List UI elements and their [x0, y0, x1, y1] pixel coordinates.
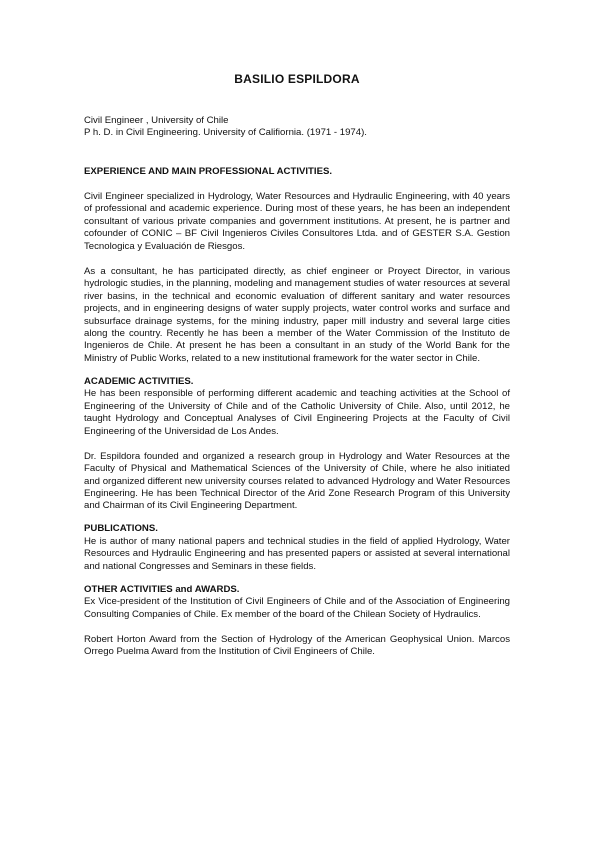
section-experience — [84, 166, 510, 365]
section-heading: EXPERIENCE AND MAIN PROFESSIONAL ACTIVITIES. — [84, 166, 333, 177]
degree-line: Civil Engineer , University of Chile — [84, 115, 229, 126]
section-academic — [84, 376, 510, 513]
section-publications — [84, 523, 510, 573]
section-other-activities — [84, 584, 510, 659]
paragraph: Robert Horton Award from the Section of Hydrology of the American Geophysical Union. Marcos Orrego Puelma Award from the Institution of Civil Engineers of Chile. — [84, 633, 510, 657]
section-heading: ACADEMIC ACTIVITIES. — [84, 375, 194, 387]
document-body — [84, 166, 510, 658]
paragraph: As a consultant, he has participated directly, as chief engineer or Proyect Director, in various hydrologic studies, in the planning, modeling and management studies of water resources at several river basins, in the technical and economic evaluation of different sanitary and water resources projects, and in engineering designs of water supply projects, water control works and surface and subsurface drainage systems, for the mining industry, paper mill industry and several large cities along the country. Recently he has been a member of the Water Commission of the Instituto de Ingenieros de Chile. At present he has been a consultant in an study of the World Bank for the Ministry of Public Works, related to a new institutional framework for the water sector in Chile. — [84, 265, 510, 364]
paragraph: Dr. Espildora founded and organized a research group in Hydrology and Water Resources at the Faculty of Physical and Mathematical Sciences of the University of Chile, where he also initiated and organized different new university courses related to advanced Hydrology and Water Resources Engineering. He has been Technical Director of the Arid Zone Research Program of this University and Chairman of its Civil Engineering Department. — [84, 450, 510, 512]
section-heading: PUBLICATIONS. — [84, 523, 158, 535]
document-title: BASILIO ESPILDORA — [234, 72, 360, 86]
paragraph: Civil Engineer specialized in Hydrology, Water Resources and Hydraulic Engineering, with 40 years of professional and academic experience. During most of these years, he has been an independent consultant of various private companies and government institutions. At present, he is partner and cofounder of CONIC – BF Civil Ingenieros Civiles Consultores Ltda. and of GESTER S.A. Gestion Tecnologica y Evaluación de Riesgos. — [84, 190, 510, 252]
paragraph: He is author of many national papers and technical studies in the field of applied Hydrology, Water Resources and Hydraulic Engineering and has presented papers or assisted at several international and national Congresses and Seminars in these fields. — [84, 535, 510, 572]
section-heading: OTHER ACTIVITIES and AWARDS. — [84, 583, 240, 595]
degree-line: P h. D. in Civil Engineering. University of Califiornia. (1971 - 1974). — [84, 127, 367, 139]
paragraph: Ex Vice-president of the Institution of Civil Engineers of Chile and of the Association of Engineering Consulting Companies of Chile. Ex member of the board of the Chilean Society of Hydraulics. — [84, 596, 510, 620]
degrees-block — [84, 115, 367, 140]
paragraph: He has been responsible of performing different academic and teaching activities at the School of Engineering of the University of Chile and of the Catholic University of Chile. Also, until 2012, he taught Hydrology and Conceptual Analyses of Civil Engineering Projects at the Faculty of Civil Engineering of the Universidad de Los Andes. — [84, 388, 510, 437]
